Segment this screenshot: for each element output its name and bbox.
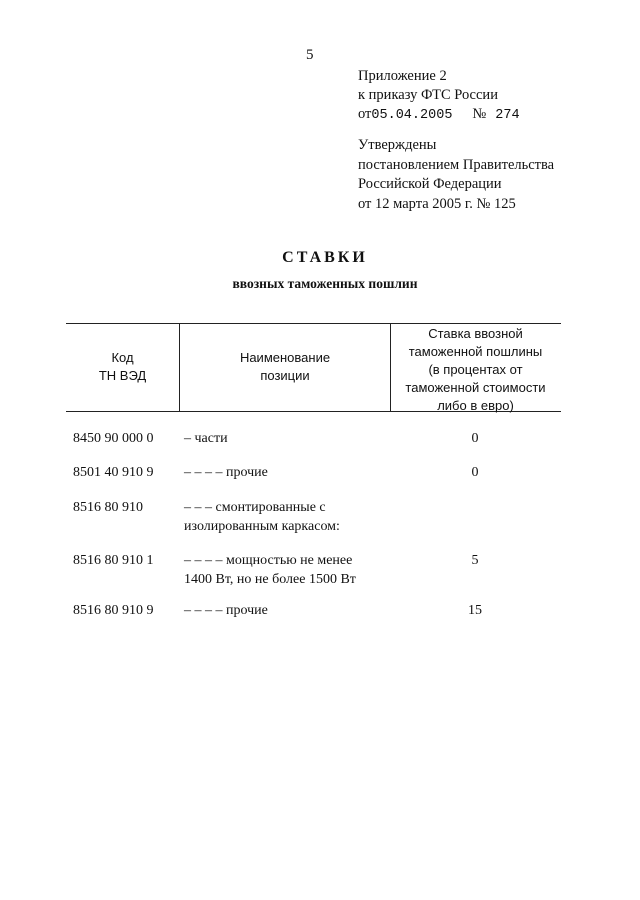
row-name-line: 1400 Вт, но не более 1500 Вт [184, 572, 356, 587]
order-number-label: № [472, 106, 487, 122]
header-rate-line: либо в евро) [437, 398, 514, 413]
approval-line-1: Утверждены [358, 137, 437, 153]
header-code-line: ТН ВЭД [98, 368, 147, 383]
header-rate-line: таможенной стоимости [405, 380, 546, 395]
order-line [358, 105, 520, 125]
row-name [184, 551, 389, 589]
order-date: 05.04.2005 [371, 108, 453, 123]
order-prefix: от [358, 106, 372, 122]
row-rate: 5 [471, 553, 479, 568]
row-name-line: – – – смонтированные с [184, 500, 326, 515]
row-name [184, 498, 389, 536]
header-name-line: позиции [260, 368, 310, 383]
page-number: 5 [306, 47, 314, 63]
header-rate-line: таможенной пошлины [408, 344, 543, 359]
row-name-line: – – – – мощностью не менее [184, 553, 353, 568]
header-code [66, 349, 179, 385]
row-name-line: изолированным каркасом: [184, 519, 340, 534]
header-rate-line: (в процентах от [428, 362, 523, 377]
row-rate: 15 [468, 603, 482, 618]
approval-line-4: от 12 марта 2005 г. № 125 [358, 195, 516, 212]
row-code: 8516 80 910 1 [73, 553, 154, 568]
order-number: 274 [495, 108, 520, 123]
appendix-line-2: к приказу ФТС России [358, 87, 498, 103]
approval-line-2: постановлением Правительства [358, 156, 555, 173]
document-title: СТАВКИ [282, 249, 368, 266]
table-top-rule [66, 323, 561, 324]
row-code: 8501 40 910 9 [73, 465, 154, 480]
header-code-line: Код [111, 350, 134, 365]
document-subtitle: ввозных таможенных пошлин [232, 276, 418, 291]
row-name: – – – – прочие [184, 465, 268, 480]
appendix-block [358, 67, 520, 125]
header-name-line: Наименование [239, 350, 331, 365]
row-code: 8450 90 000 0 [73, 431, 154, 446]
approval-block [358, 136, 554, 214]
row-rate: 0 [471, 465, 479, 480]
row-name: – части [184, 431, 228, 446]
row-code: 8516 80 910 9 [73, 603, 154, 618]
header-rate-line: Ставка ввозной [428, 326, 523, 341]
appendix-line-1: Приложение 2 [358, 68, 447, 84]
header-rate [390, 325, 561, 415]
header-name [180, 349, 390, 385]
row-code: 8516 80 910 [73, 500, 143, 515]
row-name: – – – – прочие [184, 603, 268, 618]
approval-line-3: Российской Федерации [358, 176, 502, 192]
row-rate: 0 [471, 431, 479, 446]
